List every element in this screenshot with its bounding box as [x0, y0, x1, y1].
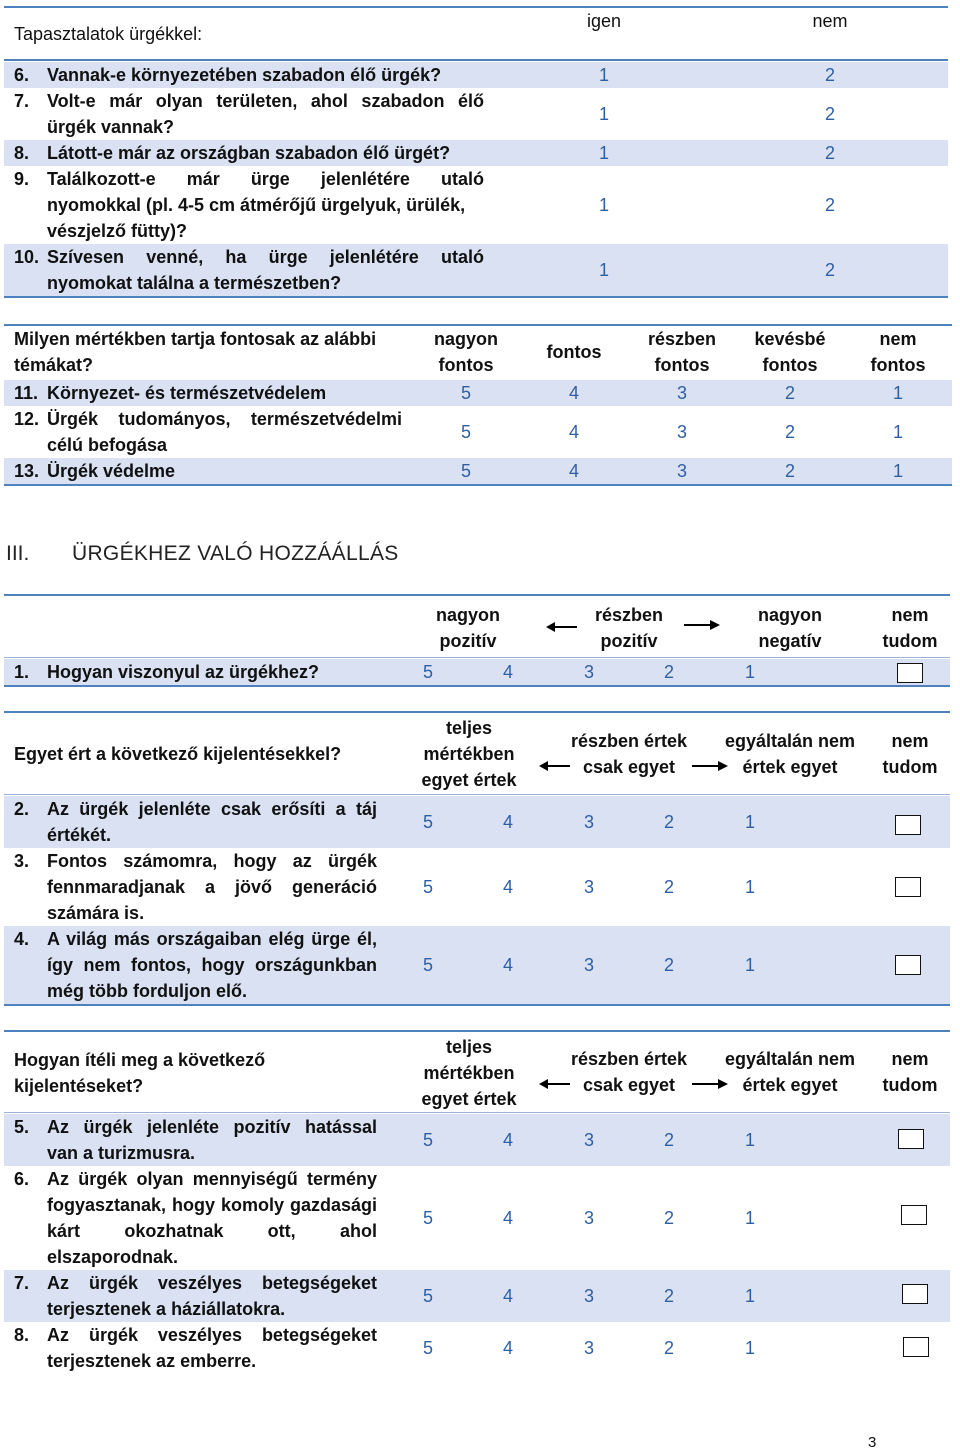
header-very-negative: nagyon negatív: [757, 605, 822, 651]
rating-1[interactable]: 1: [744, 955, 755, 975]
statement-4: 4. A világ más országaiban elég ürge él, így nem fontos, hogy országunkban még több forduljon elő.: [14, 929, 377, 1001]
section-heading: ÜRGÉKHEZ VALÓ HOZZÁÁLLÁS: [72, 542, 399, 565]
rating-3[interactable]: 3: [583, 1286, 594, 1306]
answer-no[interactable]: 2: [824, 143, 835, 163]
statement-7: 7. Az ürgék veszélyes betegségeket terjesztenek a háziállatokra.: [14, 1273, 377, 1319]
rating-3[interactable]: 3: [676, 383, 687, 403]
rating-5[interactable]: 5: [460, 461, 471, 481]
answer-yes[interactable]: 1: [598, 143, 609, 163]
section5-question: Hogyan ítéli meg a következő kijelentéseket?: [14, 1050, 266, 1096]
rating-4[interactable]: 4: [502, 1286, 513, 1306]
header-less-important: kevésbé fontos: [754, 329, 826, 375]
question-11: 11. Környezet- és természetvédelem: [14, 383, 327, 403]
rating-1[interactable]: 1: [744, 877, 755, 897]
rating-1[interactable]: 1: [892, 383, 903, 403]
rating-2[interactable]: 2: [663, 1208, 674, 1228]
rating-2[interactable]: 2: [663, 1130, 674, 1150]
answer-no[interactable]: 2: [824, 104, 835, 124]
header-very-positive: nagyon pozitív: [435, 605, 500, 651]
rating-2[interactable]: 2: [784, 422, 795, 442]
rating-5[interactable]: 5: [460, 383, 471, 403]
arrow-right-icon: [684, 618, 720, 632]
col-no-header: nem: [812, 11, 848, 31]
rating-4[interactable]: 4: [502, 1130, 513, 1150]
rating-4[interactable]: 4: [502, 877, 513, 897]
header-dont-know: nem tudom: [882, 605, 938, 651]
answer-yes[interactable]: 1: [598, 65, 609, 85]
rating-2[interactable]: 2: [784, 383, 795, 403]
rating-1[interactable]: 1: [744, 812, 755, 832]
rating-3[interactable]: 3: [583, 1208, 594, 1228]
question-attitude-1: 1. Hogyan viszonyul az ürgékhez?: [14, 662, 320, 682]
answer-no[interactable]: 2: [824, 65, 835, 85]
rating-4[interactable]: 4: [502, 955, 513, 975]
header-fully-agree: teljes mértékben egyet értek: [421, 718, 517, 790]
header-partly-positive: részben pozitív: [594, 605, 664, 651]
question-6: 6. Vannak-e környezetében szabadon élő ürgék?: [14, 65, 442, 85]
rating-4[interactable]: 4: [502, 662, 513, 682]
rating-2[interactable]: 2: [663, 662, 674, 682]
rating-5[interactable]: 5: [422, 662, 433, 682]
header-not-important: nem fontos: [870, 329, 926, 375]
rating-1[interactable]: 1: [892, 422, 903, 442]
header-partly-agree: részben értek csak egyet: [570, 1049, 688, 1095]
statement-3: 3. Fontos számomra, hogy az ürgék fennmaradjanak a jövő generáció számára is.: [14, 851, 377, 923]
rating-5[interactable]: 5: [422, 812, 433, 832]
rating-3[interactable]: 3: [583, 1130, 594, 1150]
rating-1[interactable]: 1: [744, 1338, 755, 1358]
dont-know-checkbox[interactable]: [902, 1284, 928, 1304]
rating-1[interactable]: 1: [744, 1130, 755, 1150]
dont-know-checkbox[interactable]: [903, 1337, 929, 1357]
dont-know-checkbox[interactable]: [901, 1205, 927, 1225]
rating-4[interactable]: 4: [502, 812, 513, 832]
col-yes-header: igen: [586, 11, 622, 31]
question-12: 12. Ürgék tudományos, természetvédelmi célú befogása: [14, 409, 402, 455]
rating-5[interactable]: 5: [460, 422, 471, 442]
question-9: 9. Találkozott-e már ürge jelenlétére utaló nyomokkal (pl. 4-5 cm átmérőjű ürgelyuk, ürülék, vészjelző fütty)?: [14, 169, 484, 241]
arrow-left-icon: [546, 620, 578, 634]
dont-know-checkbox[interactable]: [898, 1129, 924, 1149]
header-partly-agree: részben értek csak egyet: [570, 731, 688, 777]
dont-know-checkbox[interactable]: [895, 955, 921, 975]
section-roman-numeral: III.: [6, 542, 30, 565]
rating-2[interactable]: 2: [663, 1286, 674, 1306]
dont-know-checkbox[interactable]: [895, 877, 921, 897]
rating-4[interactable]: 4: [568, 461, 579, 481]
header-partly-important: részben fontos: [647, 329, 717, 375]
answer-no[interactable]: 2: [824, 260, 835, 280]
rating-5[interactable]: 5: [422, 1130, 433, 1150]
rating-4[interactable]: 4: [568, 422, 579, 442]
rating-3[interactable]: 3: [583, 877, 594, 897]
page-number: 3: [868, 1434, 877, 1451]
header-important: fontos: [546, 342, 602, 362]
answer-yes[interactable]: 1: [598, 195, 609, 215]
question-13: 13. Ürgék védelme: [14, 461, 176, 481]
statement-2: 2. Az ürgék jelenléte csak erősíti a táj értékét.: [14, 799, 377, 845]
rating-5[interactable]: 5: [422, 1338, 433, 1358]
rating-1[interactable]: 1: [744, 662, 755, 682]
rating-2[interactable]: 2: [663, 1338, 674, 1358]
statement-5: 5. Az ürgék jelenléte pozitív hatással van a turizmusra.: [14, 1117, 377, 1163]
rating-2[interactable]: 2: [784, 461, 795, 481]
question-8: 8. Látott-e már az országban szabadon élő ürgét?: [14, 143, 451, 163]
section2-question: Milyen mértékben tartja fontosak az alábbi témákat?: [14, 329, 377, 375]
rating-3[interactable]: 3: [676, 461, 687, 481]
answer-no[interactable]: 2: [824, 195, 835, 215]
header-dont-know: nem tudom: [882, 731, 938, 777]
rating-1[interactable]: 1: [744, 1286, 755, 1306]
statement-6: 6. Az ürgék olyan mennyiségű termény fogyasztanak, hogy komoly gazdasági kárt okozhatnak ott, ahol elszaporodnak.: [14, 1169, 377, 1267]
header-fully-agree: teljes mértékben egyet értek: [421, 1037, 517, 1109]
rating-3[interactable]: 3: [583, 1338, 594, 1358]
rating-5[interactable]: 5: [422, 1286, 433, 1306]
question-10: 10. Szívesen venné, ha ürge jelenlétére utaló nyomokat találna a természetben?: [14, 247, 484, 293]
rating-2[interactable]: 2: [663, 955, 674, 975]
question-7: 7. Volt-e már olyan területen, ahol szabadon élő ürgék vannak?: [14, 91, 484, 137]
rating-4[interactable]: 4: [568, 383, 579, 403]
statement-8: 8. Az ürgék veszélyes betegségeket terjesztenek az emberre.: [14, 1325, 377, 1371]
rating-1[interactable]: 1: [892, 461, 903, 481]
rating-4[interactable]: 4: [502, 1338, 513, 1358]
rating-5[interactable]: 5: [422, 877, 433, 897]
rating-2[interactable]: 2: [663, 812, 674, 832]
answer-yes[interactable]: 1: [598, 104, 609, 124]
rating-5[interactable]: 5: [422, 955, 433, 975]
rating-3[interactable]: 3: [583, 662, 594, 682]
section1-title: Tapasztalatok ürgékkel:: [14, 24, 203, 44]
dont-know-checkbox[interactable]: [895, 815, 921, 835]
header-disagree: egyáltalán nem értek egyet: [724, 1049, 856, 1095]
header-disagree: egyáltalán nem értek egyet: [724, 731, 856, 777]
header-very-important: nagyon fontos: [433, 329, 498, 375]
rating-3[interactable]: 3: [583, 955, 594, 975]
rating-1[interactable]: 1: [744, 1208, 755, 1228]
dont-know-checkbox[interactable]: [897, 663, 923, 683]
rating-3[interactable]: 3: [676, 422, 687, 442]
rating-2[interactable]: 2: [663, 877, 674, 897]
rating-5[interactable]: 5: [422, 1208, 433, 1228]
rating-3[interactable]: 3: [583, 812, 594, 832]
section4-question: Egyet ért a következő kijelentésekkel?: [14, 744, 342, 764]
answer-yes[interactable]: 1: [598, 260, 609, 280]
header-dont-know: nem tudom: [882, 1049, 938, 1095]
rating-4[interactable]: 4: [502, 1208, 513, 1228]
